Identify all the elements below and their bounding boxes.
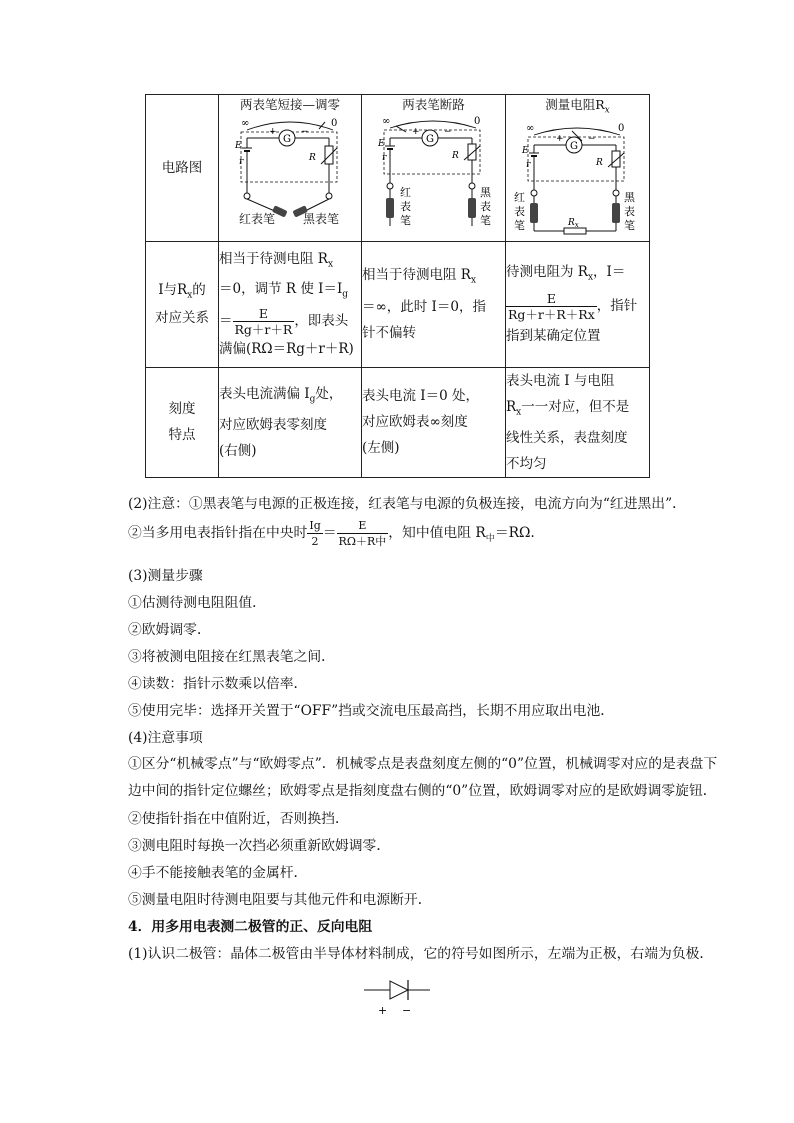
svg-text:黑: 黑	[624, 190, 635, 204]
step-5: ⑤使用完毕：选择开关置于“OFF”挡或交流电压最高挡，长期不用应取出电池．	[128, 703, 615, 719]
section-4-heading: 4．用多用电表测二极管的正、反向电阻	[128, 919, 373, 935]
svg-text:−: −	[444, 127, 452, 137]
svg-text:0: 0	[474, 116, 481, 127]
svg-text:表: 表	[624, 204, 635, 218]
relation-open: 相当于待测电阻 $R_x$ ＝∞，此时 I＝0，指 针不偏转	[362, 241, 506, 367]
svg-text:表: 表	[480, 200, 491, 213]
svg-text:G: G	[426, 134, 434, 145]
circuit-measure	[506, 95, 650, 242]
caution-5: ⑤测量电阻时待测电阻要与其他元件和电源断开．	[128, 892, 432, 908]
svg-text:笔: 笔	[514, 218, 525, 232]
svg-text:R: R	[596, 157, 603, 168]
svg-text:Rx: $R_x$	[568, 217, 579, 229]
step-3: ③将被测电阻接在红黑表笔之间．	[128, 649, 335, 665]
svg-text:−: −	[301, 127, 309, 137]
svg-text:+: +	[556, 133, 564, 144]
svg-text:E: E	[522, 145, 529, 156]
relation-measure: 待测电阻为 $R_x$，I＝ $\frac{E}{Rg+r+R+Rx}$ ，指针 指到某确定位置	[506, 241, 650, 367]
step-1: ①估测待测电阻阻值．	[128, 595, 266, 611]
black-probe-label: 黑表笔	[303, 212, 340, 226]
svg-text:r: r	[526, 159, 531, 170]
svg-text:表: 表	[400, 200, 411, 213]
svg-text:0: 0	[331, 118, 338, 129]
svg-text:∞: ∞	[526, 122, 535, 134]
svg-text:G: G	[283, 134, 291, 145]
caution-2: ②使指针指在中值附近，否则换挡．	[128, 811, 349, 827]
svg-text:R: R	[309, 153, 316, 163]
step-4: ④读数：指针示数乘以倍率．	[128, 676, 308, 692]
red-probe-label: 红表笔	[239, 212, 276, 226]
svg-text:E: E	[378, 139, 385, 149]
svg-text:R: R	[452, 151, 459, 161]
svg-text:+: +	[412, 127, 420, 137]
caption-short: 两表笔短接—调零	[239, 97, 340, 112]
svg-text:笔: 笔	[624, 218, 635, 232]
svg-text:−: −	[588, 133, 596, 144]
svg-text:表: 表	[514, 204, 525, 218]
svg-text:+: +	[269, 127, 277, 137]
svg-text:G: G	[570, 140, 578, 152]
circuit-open	[362, 95, 506, 242]
row-label-circuit: 电路图	[146, 95, 219, 242]
heading-cautions: (4)注意事项	[128, 730, 203, 746]
para-note-2: ②当多用电表指针指在中央时 $\frac{Ig}{2}$ ＝ $\frac{E}{\text{RΩ＋R中}}$ ，知中值电阻 $R_中=R\Omega$.	[128, 519, 535, 548]
svg-text:∞: ∞	[241, 118, 250, 129]
caution-1: ①区分“机械零点”与“欧姆零点”．机械零点是表盘刻度左侧的“0”位置，机械调零对应的是表盘下边中间的指针定位螺丝；欧姆零点是指刻度盘右侧的“0”位置，欧姆调零对应的是欧姆调零旋钮．	[128, 756, 718, 799]
caption-measure: 测量电阻$R_x$	[545, 97, 610, 116]
scale-open: 表头电流 I＝0 处， 对应欧姆表∞刻度 (左侧)	[362, 367, 506, 478]
svg-text:红: 红	[400, 186, 411, 199]
scale-short: 表头电流满偏 $I_g$处， 对应欧姆表零刻度 (右侧)	[219, 367, 362, 478]
svg-text:红: 红	[514, 190, 525, 204]
para-note-1: (2)注意：①黑表笔与电源的正极连接，红表笔与电源的负极连接，电流方向为“红进黑出”．	[128, 496, 686, 512]
scale-measure: 表头电流 I 与电阻 $R_x$一一对应，但不是 线性关系，表盘刻度 不均匀	[506, 367, 650, 478]
svg-text:E: E	[235, 141, 242, 151]
row-label-relation: I与$R_x$的 对应关系	[146, 241, 219, 367]
diode-symbol	[360, 972, 440, 1020]
diode-plus-label: +	[378, 1004, 388, 1017]
svg-text:笔: 笔	[400, 214, 411, 227]
diode-intro: (1)认识二极管：晶体二极管由半导体材料制成，它的符号如图所示，左端为正极，右端为负极．	[128, 946, 714, 962]
open-circuit-diagram	[362, 112, 504, 230]
svg-text:笔: 笔	[480, 214, 491, 227]
svg-text:0: 0	[618, 122, 625, 134]
caution-3: ③测电阻时每换一次挡必须重新欧姆调零．	[128, 838, 391, 854]
relation-short: 相当于待测电阻 $R_x$ ＝0，调节 R 使 $I=I_g$ ＝ $\frac{E}{Rg+r+R}$ ，即表头 满偏(RΩ＝Rg＋r＋R)	[219, 241, 362, 367]
svg-text:∞: ∞	[382, 116, 391, 127]
row-label-scale: 刻度 特点	[146, 367, 219, 478]
svg-text:r: r	[239, 157, 244, 167]
svg-text:黑: 黑	[480, 186, 491, 199]
caption-open: 两表笔断路	[402, 97, 465, 112]
heading-steps: (3)测量步骤	[128, 568, 203, 584]
circuit-short	[219, 95, 362, 242]
diode-minus-label: −	[402, 1004, 412, 1017]
svg-text:r: r	[382, 153, 387, 163]
step-2: ②欧姆调零．	[128, 622, 211, 638]
measure-circuit-diagram	[506, 119, 648, 237]
ohmmeter-table	[145, 94, 650, 478]
caution-4: ④手不能接触表笔的金属杆．	[128, 865, 308, 881]
